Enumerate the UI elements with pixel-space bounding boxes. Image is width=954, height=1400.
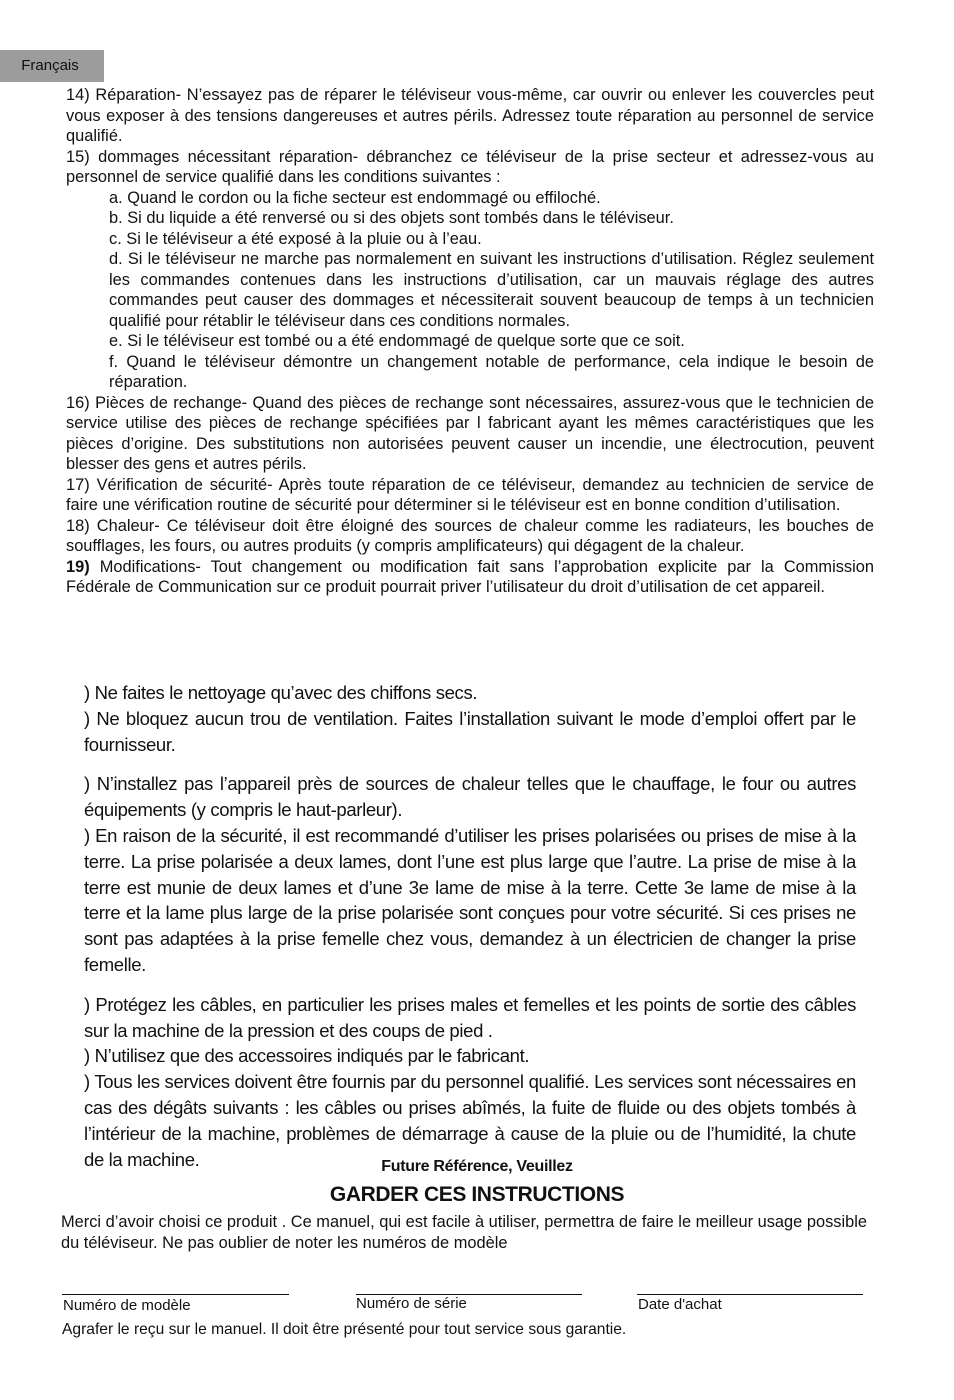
model-number-label: Numéro de modèle	[63, 1297, 191, 1314]
instruction-15-item-b: b. Si du liquide a été renversé ou si des objets sont tombés dans le téléviseur.	[109, 209, 674, 227]
purchase-date-label: Date d'achat	[638, 1296, 722, 1313]
instruction-16: 16) Pièces de rechange- Quand des pièces de rechange sont nécessaires, assurez-vous que le technicien de service utilise des pièces de rechange spécifiées par l fabricant ayant les mêmes caractéristiques que les pièces d’origine. Des substitutions non autorisées peuvent causer un incendie, une électrocution, peuvent blesser des gens et autres périls.	[66, 393, 874, 473]
thanks-paragraph: Merci d’avoir choisi ce produit . Ce manuel, qui est facile à utiliser, permettra de faire le meilleur usage possible du téléviseur. Ne pas oublier de noter les numéros de modèle	[61, 1213, 867, 1252]
instruction-14: 14) Réparation- N’essayez pas de réparer le téléviseur vous-même, car ouvrir ou enlever les couvercles peut vous exposer à des tensions dangereuses et autres périls. Adressez toute réparation au personnel de service qualifié.	[66, 86, 874, 145]
instruction-19-text: Modifications- Tout changement ou modification fait sans l’approbation explicite par la Commission Fédérale de Communication sur ce produit pourrait priver l’utilisateur du droit d’utilisation de cet appareil.	[66, 557, 874, 596]
note-cable-protection: ) Protégez les câbles, en particulier les prises males et femelles et les points de sortie des câbles sur la machine de la pression et des coups de pied .	[84, 993, 856, 1041]
instruction-15-item-d: d. Si le téléviseur ne marche pas normalement en suivant les instructions d’utilisation. Réglez seulement les commandes contenues dans les instructions d’utilisation, car un mauvais réglage des autres commandes peut causer des dommages et nécessiterait souvent beaucoup de temps à un technicien qualifié pour rétablir le téléviseur dans ces conditions normales.	[109, 250, 874, 330]
warranty-note: Agrafer le reçu sur le manuel. Il doit être présenté pour tout service sous garantie.	[62, 1321, 627, 1338]
instruction-15: 15) dommages nécessitant réparation- débranchez ce téléviseur de la prise secteur et adressez-vous au personnel de service qualifié dans les conditions suivantes :	[66, 147, 874, 186]
note-cleaning: ) Ne faites le nettoyage qu’avec des chiffons secs.	[84, 682, 478, 703]
keep-instructions-title: GARDER CES INSTRUCTIONS	[329, 1183, 625, 1206]
future-reference-subtitle: Future Référence, Veuillez	[381, 1158, 573, 1175]
instruction-15-item-a: a. Quand le cordon ou la fiche secteur est endommagé ou effiloché.	[109, 188, 601, 207]
purchase-date-line	[637, 1294, 863, 1295]
note-heat-sources: ) N’installez pas l’appareil près de sources de chaleur telles que le chauffage, le four ou autres équipements (y compris le haut-parleur).	[84, 773, 856, 821]
note-servicing: ) Tous les services doivent être fournis par du personnel qualifié. Les services sont nécessaires en cas des dégâts suivants : les câbles ou prises abîmés, la fuite de fluide ou des objets tombés à l’intérieur de la machine, problèmes de démarrage à cause de la pluie ou de l’humidité, la chute de la machine.	[84, 1071, 856, 1170]
additional-notes-section	[66, 680, 856, 1172]
note-accessories: ) N’utilisez que des accessoires indiqués par le fabricant.	[84, 1045, 530, 1067]
instruction-19-number: 19)	[66, 557, 90, 576]
instruction-19	[66, 557, 874, 598]
thanks-paragraph-block	[61, 1212, 867, 1254]
instruction-15-item-f: f. Quand le téléviseur démontre un changement notable de performance, cela indique le besoin de réparation.	[109, 352, 874, 391]
instruction-15-item-e: e. Si le téléviseur est tombé ou a été endommagé de quelque sorte que ce soit.	[109, 332, 685, 350]
language-tab: Français	[0, 50, 104, 82]
serial-number-label: Numéro de série	[356, 1295, 467, 1312]
note-ventilation: ) Ne bloquez aucun trou de ventilation. Faites l’installation suivant le mode d’emploi offert par le fournisseur.	[84, 707, 856, 755]
instruction-15-item-c: c. Si le téléviseur a été exposé à la pluie ou à l’eau.	[109, 229, 482, 248]
instruction-17: 17) Vérification de sécurité- Après toute réparation de ce téléviseur, demandez au technicien de service de faire une vérification routine de sécurité pour déterminer si le téléviseur est en bonne condition d’utilisation.	[66, 475, 874, 514]
note-polarized-plugs: ) En raison de la sécurité, il est recommandé d’utiliser les prises polarisées ou prises de mise à la terre. La prise polarisée a deux lames, dont l’une est plus large que l’autre. La prise de mise à la terre est munie de deux lames et d’une 3e lame de mise à la terre. Cette 3e lame de mise à la terre et la lame plus large de la prise polarisée sont conçues pour votre sécurité. Si ces prises ne sont pas adaptées à la prise femelle chez vous, demandez à un électricien de changer la prise femelle.	[84, 824, 856, 975]
model-number-line	[62, 1294, 289, 1295]
safety-instructions-section	[66, 85, 874, 598]
instruction-18: 18) Chaleur- Ce téléviseur doit être éloigné des sources de chaleur comme les radiateurs, les bouches de soufflages, les fours, ou autres produits (y compris amplificateurs) qui dégagent de la chaleur.	[66, 516, 874, 555]
